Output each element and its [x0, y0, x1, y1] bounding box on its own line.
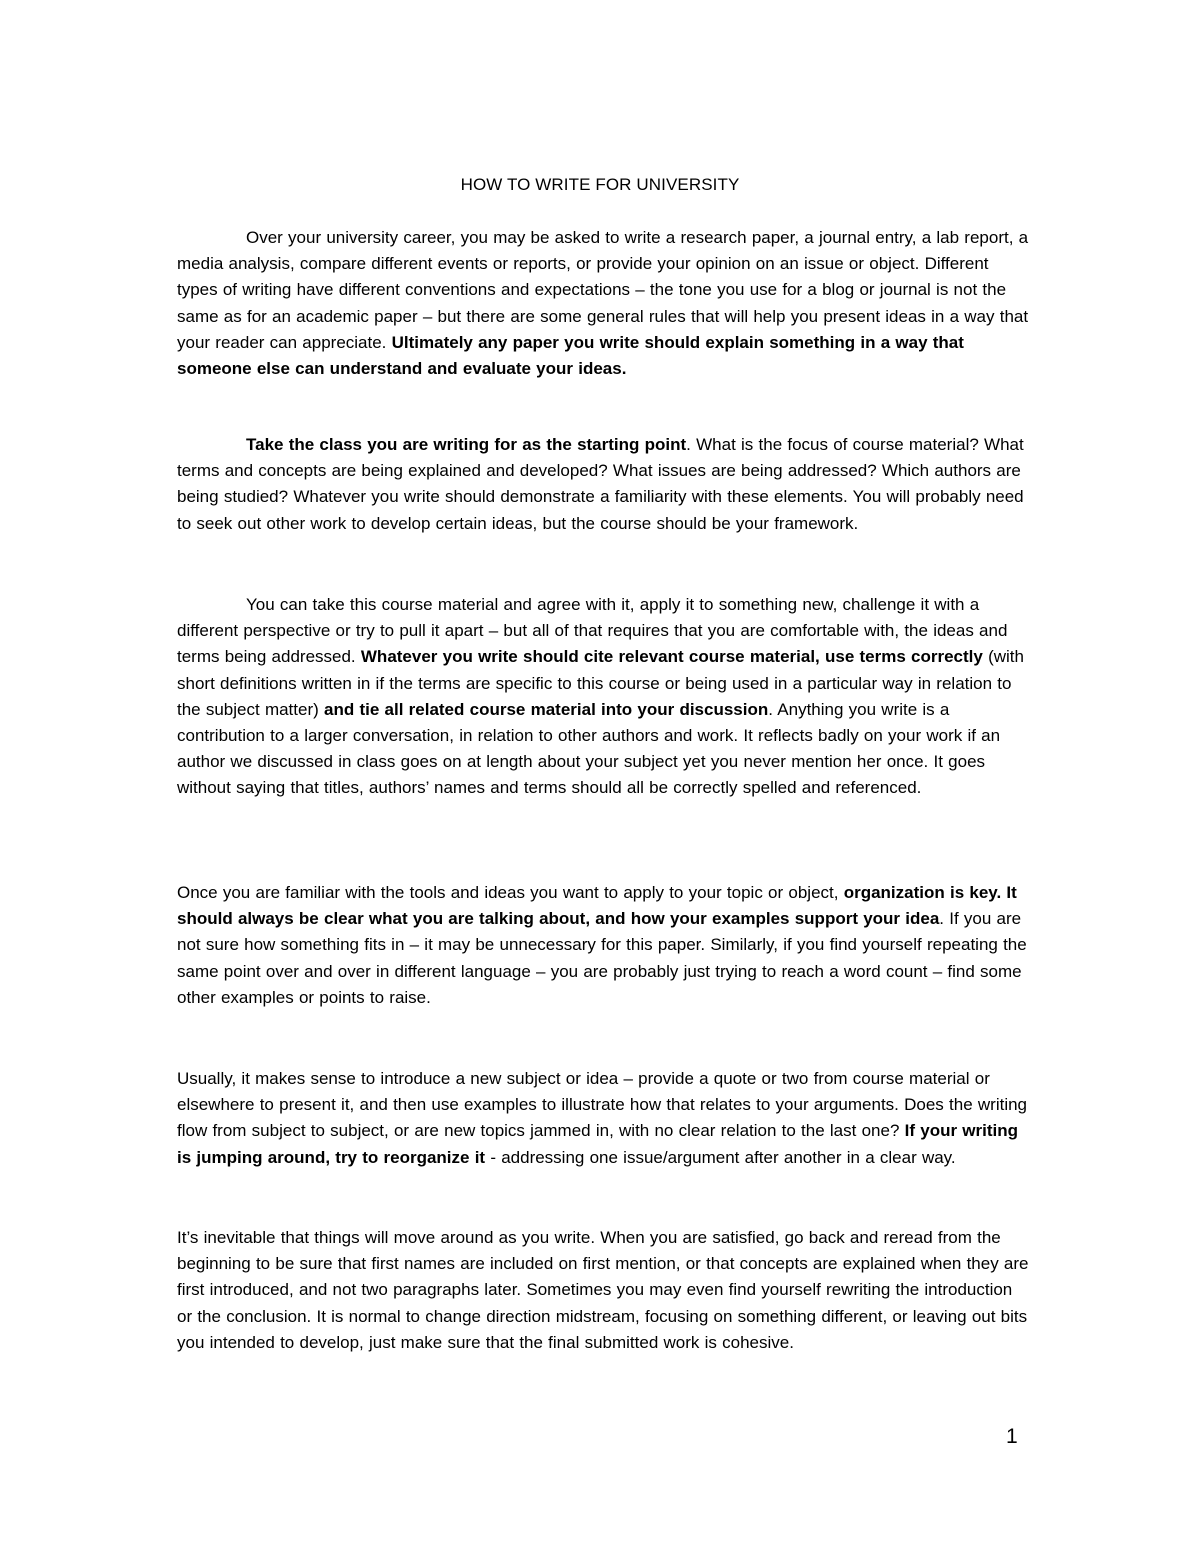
paragraph-6-text-1: It’s inevitable that things will move around as you write. When you are satisfied, go back and reread from the beginning to be sure that first names are included on first mention, or that concepts are explained when they are first introduced, and not two paragraphs later. Sometimes you may even find yourself rewriting the introduction or the conclusion. It is normal to change direction midstream, focusing on something different, or leaving out bits you intended to develop, just make sure that the final submitted work is cohesive.	[177, 1228, 1029, 1352]
paragraph-3-text-3: . Anything you write is a contribution to a larger conversation, in relation to other authors and work. It reflects badly on your work if an author we discussed in class goes on at length about your subject yet you never mention her once. It goes without saying that titles, authors’ names and terms should all be correctly spelled and referenced.	[177, 699, 1001, 798]
paragraph-3-bold-2: and tie all related course material into your discussion	[324, 699, 769, 719]
paragraph-3	[177, 592, 1029, 802]
paragraph-2-text-1: . What is the focus of course material? What terms and concepts are being explained and developed? What issues are being addressed? Which authors are being studied? Whatever you write should demonstrate a familiarity with these elements. You will probably need to seek out other work to develop certain ideas, but the course should be your framework.	[177, 435, 1024, 533]
paragraph-5	[177, 1066, 1029, 1171]
paragraph-3-text-1: You can take this course material and agree with it, apply it to something new, challenge it with a different perspective or try to pull it apart – but all of that requires that you are comfortable with, the ideas and terms being addressed.	[177, 595, 1008, 667]
paragraph-4-text-2: . If you are not sure how something fits in – it may be unnecessary for this paper. Similarly, if you find yourself repeating the same point over and over in different language – you are probably just trying to reach a word count – find some other examples or points to raise.	[177, 909, 1027, 1007]
paragraph-4	[177, 880, 1029, 1011]
paragraph-5-bold-1: If your writing is jumping around, try to reorganize it	[177, 1121, 1019, 1167]
paragraph-2	[177, 432, 1029, 537]
paragraph-4-text-1: Once you are familiar with the tools and ideas you want to apply to your topic or object,	[177, 883, 844, 902]
paragraph-1-text-1: Over your university career, you may be asked to write a research paper, a journal entry, a lab report, a media analysis, compare different events or reports, or provide your opinion on an issue or object. Different types of writing have different conventions and expectations – the tone you use for a blog or journal is not the same as for an academic paper – but there are some general rules that will help you present ideas in a way that your reader can appreciate.	[177, 228, 1029, 352]
paragraph-1-bold-1: Ultimately any paper you write should explain something in a way that someone else can understand and evaluate your ideas.	[177, 332, 964, 379]
paragraph-6	[177, 1225, 1029, 1356]
paragraph-5-text-1: Usually, it makes sense to introduce a new subject or idea – provide a quote or two from course material or elsewhere to present it, and then use examples to illustrate how that relates to your arguments. Does the writing flow from subject to subject, or are new topics jammed in, with no clear relation to the last one?	[177, 1069, 1028, 1141]
page-number: 1	[1006, 1425, 1018, 1448]
paragraph-5-text-2: - addressing one issue/argument after another in a clear way.	[485, 1147, 956, 1167]
paragraph-2-bold-1: Take the class you are writing for as the starting point	[246, 435, 687, 454]
paragraph-3-text-2: (with short definitions written in if the terms are specific to this course or being used in a particular way in relation to the subject matter)	[177, 647, 1024, 719]
paragraph-3-bold-1: Whatever you write should cite relevant course material, use terms correctly	[360, 647, 983, 667]
document-title: HOW TO WRITE FOR UNIVERSITY	[460, 175, 740, 194]
paragraph-1	[177, 225, 1029, 382]
paragraph-4-bold-1: organization is key. It should always be clear what you are talking about, and how your examples support your idea	[177, 883, 1017, 929]
